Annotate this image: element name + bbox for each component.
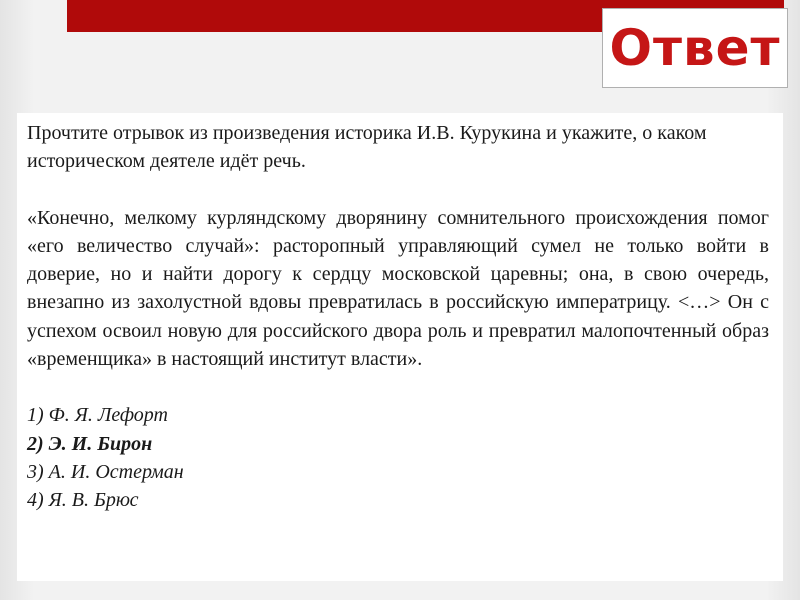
answer-label: Ответ bbox=[609, 19, 781, 77]
answer-option-4: 4) Я. В. Брюс bbox=[27, 489, 139, 512]
answer-option-3: 3) А. И. Остерман bbox=[27, 460, 184, 483]
question-prompt: Прочтите отрывок из произведения историка И.В. Курукина и укажите, о каком историческом деятеле идёт речь. bbox=[27, 122, 707, 173]
answer-option-1: 1) Ф. Я. Лефорт bbox=[27, 404, 168, 427]
question-quote: «Конечно, мелкому курляндскому дворянину сомнительного происхождения помог «его величество случай»: расторопный управляющий сумел не только войти в доверие, но и найти дорогу к сердцу московской царевны; она, в свою очередь, внезапно из захолустной вдовы превратилась в российскую императрицу. <…> Он с успехом освоил новую для российского двора роль и превратил малопочтенный образ «временщика» в настоящий институт власти». bbox=[27, 206, 769, 371]
answer-button[interactable] bbox=[602, 8, 788, 88]
question-panel bbox=[17, 113, 783, 581]
answer-option-2-correct: 2) Э. И. Бирон bbox=[27, 432, 153, 455]
